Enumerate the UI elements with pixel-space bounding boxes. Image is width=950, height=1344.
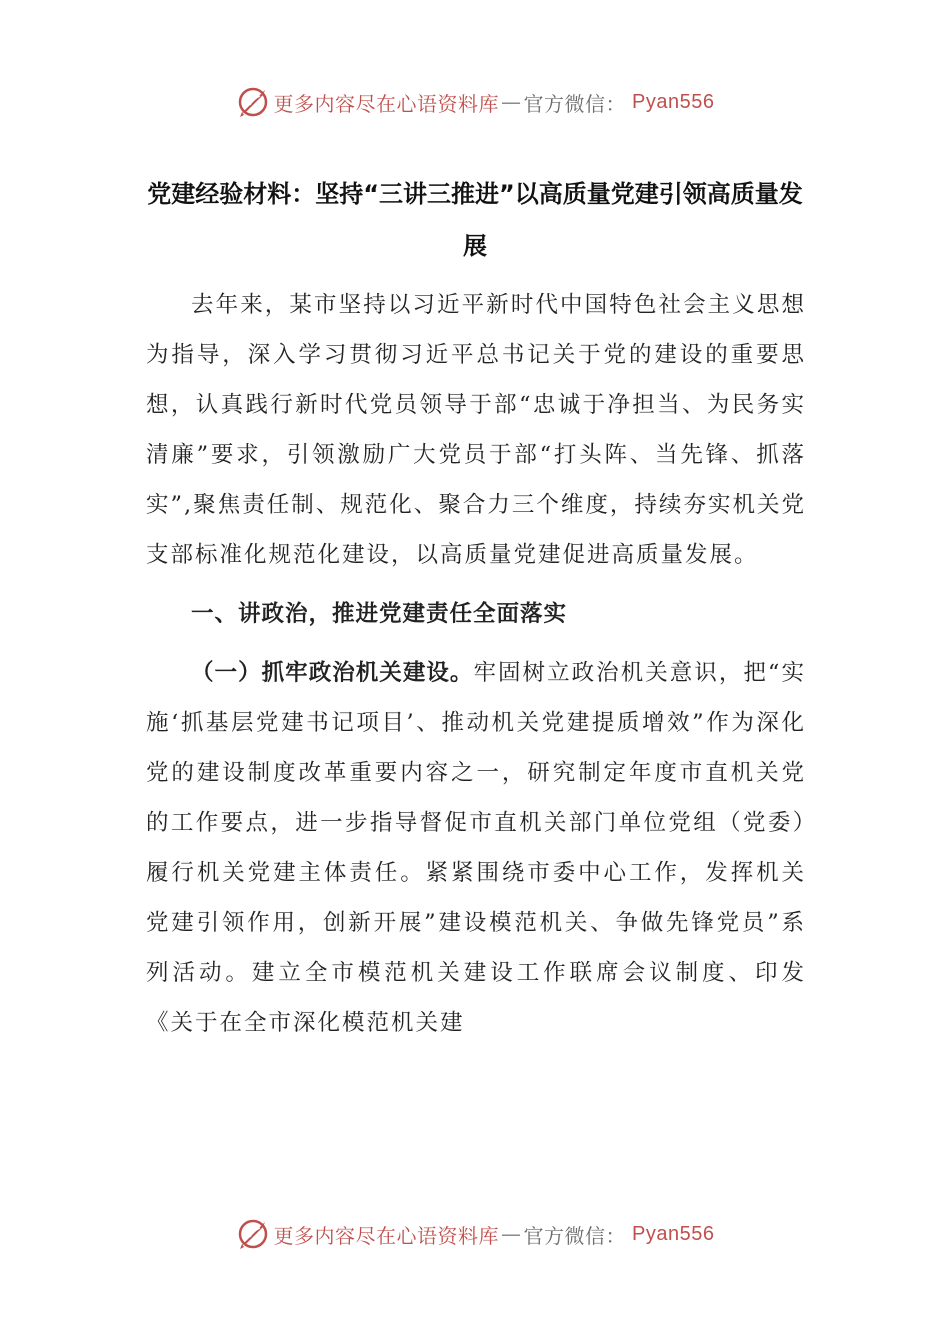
watermark-label: 官方微信： (523, 91, 627, 116)
watermark-text: 更多内容尽在心语资料库 (273, 1223, 500, 1248)
header-watermark (0, 80, 950, 124)
intro-paragraph: 去年来，某市坚持以习近平新时代中国特色社会主义思想为指导，深入学习贯彻习近平总书记关于党的建设的重要思想，认真践行新时代党员领导于部“忠诚于净担当、为民务实清廉”要求，引领激励广大党员于部“打头阵、当先锋、抓落实”,聚焦责任制、规范化、聚合力三个维度，持续夯实机关党支部标准化规范化建设，以高质量党建促进高质量发展。 (146, 292, 806, 568)
watermark-wechat-id: Pyan556 (632, 90, 715, 113)
document-body (146, 280, 806, 1048)
subsection-paragraph (146, 648, 806, 1048)
watermark-wechat-id: Pyan556 (632, 1222, 715, 1245)
watermark-separator: — (501, 1222, 522, 1246)
quill-logo-icon (236, 85, 270, 119)
subsection-body: 牢固树立政治机关意识，把“实施‘抓基层党建书记项目’、推动机关党建提质增效”作为深化党的建设制度改革重要内容之一，研究制定年度市直机关党的工作要点，进一步指导督促市直机关部门单位党组（党委）履行机关党建主体责任。紧紧围绕市委中心工作，发挥机关党建引领作用，创新开展”建设模范机关、争做先锋党员”系列活动。建立全市模范机关建设工作联席会议制度、印发《关于在全市深化模范机关建 (146, 660, 806, 1036)
watermark-label: 官方微信： (523, 1223, 627, 1248)
quill-logo-icon (236, 1217, 270, 1251)
subsection-lead: （一）抓牢政治机关建设。 (191, 660, 474, 686)
watermark-separator: — (501, 90, 522, 114)
footer-watermark (0, 1212, 950, 1256)
watermark-text: 更多内容尽在心语资料库 (273, 91, 500, 116)
document-title: 党建经验材料：坚持“三讲三推进”以高质量党建引领高质量发展 (147, 180, 803, 260)
section-heading: 一、讲政治，推进党建责任全面落实 (191, 601, 568, 627)
